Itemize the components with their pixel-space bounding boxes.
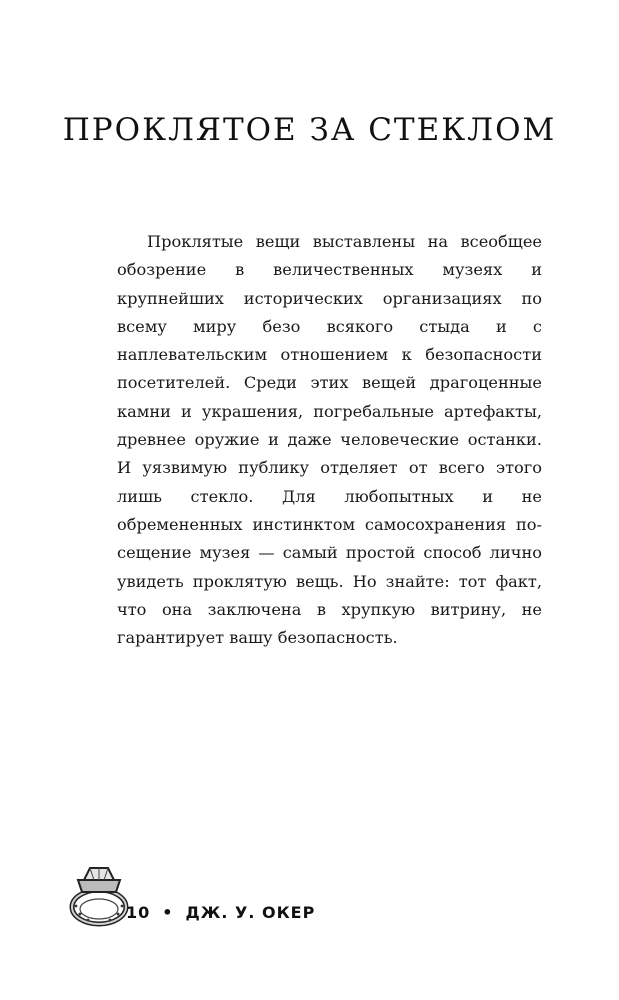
page-number: 10 [126,903,151,922]
separator-bullet: • [162,903,174,922]
author-name: ДЖ. У. ОКЕР [185,903,316,922]
page-footer [64,862,364,942]
footer-running-head [126,903,315,922]
ring-icon [64,862,134,932]
body-paragraph: Проклятые вещи выставлены на всеобщее обозрение в величественных музеях и крупнейших исторических организациях по всему миру безо всякого стыда и с наплевательским отношением к безопасности посетителей. Среди этих вещей драгоценные камни и украшения, погребальные артефакты, древнее оружие и даже человеческие останки. И уязвимую публику отделяет от всего этого лишь стекло. Для любопытных и не обремененных инстинктом самосохранения посещение музея — самый простой способ лично увидеть проклятую вещь. Но знайте: тот факт, что она заключена в хрупкую витрину, не гарантирует вашу безопасность. [117,232,542,648]
chapter-title: ПРОКЛЯТОЕ ЗА СТЕКЛОМ [62,112,557,148]
